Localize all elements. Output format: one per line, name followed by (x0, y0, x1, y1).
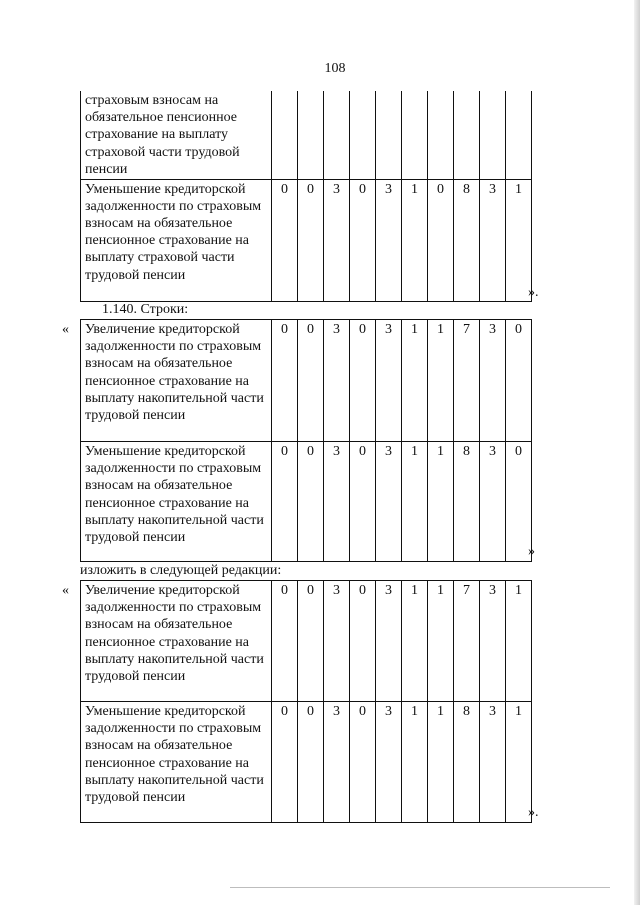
code-digit: 1 (402, 320, 428, 442)
code-digit: 3 (376, 581, 402, 702)
row-label: страховым взносам на обязательное пенсионное страхование на выплату страховой части трудовой пенсии (81, 91, 272, 179)
code-digit: 0 (272, 442, 298, 562)
code-digit: 0 (272, 320, 298, 442)
code-digit (350, 91, 376, 179)
code-digit: 0 (298, 702, 324, 823)
code-digit: 1 (428, 702, 454, 823)
code-digit: 3 (324, 581, 350, 702)
code-digit: 8 (454, 702, 480, 823)
code-digit: 7 (454, 320, 480, 442)
code-digit (376, 91, 402, 179)
code-digit (324, 91, 350, 179)
code-digit: 3 (324, 442, 350, 562)
code-digit: 0 (506, 320, 532, 442)
code-digit: 3 (376, 179, 402, 301)
code-digit: 8 (454, 179, 480, 301)
closing-quote: ». (528, 285, 539, 300)
code-digit: 0 (350, 702, 376, 823)
code-digit: 1 (428, 581, 454, 702)
closing-quote: » (528, 544, 535, 559)
code-digit: 3 (376, 442, 402, 562)
code-digit: 7 (454, 581, 480, 702)
code-digit (428, 91, 454, 179)
code-digit: 0 (298, 179, 324, 301)
table-row (81, 320, 532, 442)
code-digit: 1 (402, 179, 428, 301)
code-digit: 1 (506, 702, 532, 823)
table-row (81, 581, 532, 702)
code-digit: 3 (480, 442, 506, 562)
code-digit (454, 91, 480, 179)
code-digit (272, 91, 298, 179)
code-digit: 0 (298, 320, 324, 442)
code-digit: 1 (428, 442, 454, 562)
code-digit: 0 (272, 581, 298, 702)
code-digit: 8 (454, 442, 480, 562)
code-digit: 3 (376, 702, 402, 823)
code-digit: 0 (428, 179, 454, 301)
scan-bottom-line (230, 887, 610, 888)
row-label: Увеличение кредиторской задолженности по страховым взносам на обязательное пенсионное страхование на выплату накопительной части трудовой пенсии (81, 320, 272, 442)
code-digit: 3 (324, 320, 350, 442)
table-row (81, 179, 532, 301)
opening-quote: « (62, 583, 69, 598)
code-digit: 1 (402, 581, 428, 702)
row-label: Уменьшение кредиторской задолженности по страховым взносам на обязательное пенсионное страхование на выплату накопительной части трудовой пенсии (81, 702, 272, 823)
code-digit: 3 (480, 320, 506, 442)
table-row (81, 442, 532, 562)
code-digit: 0 (272, 702, 298, 823)
code-digit: 3 (376, 320, 402, 442)
closing-quote: ». (528, 805, 539, 820)
code-digit: 1 (506, 581, 532, 702)
opening-quote: « (62, 322, 69, 337)
code-digit (506, 91, 532, 179)
section-heading: 1.140. Строки: (102, 302, 189, 317)
table-row (81, 702, 532, 823)
code-digit (298, 91, 324, 179)
code-digit: 1 (506, 179, 532, 301)
code-digit: 0 (506, 442, 532, 562)
row-label: Увеличение кредиторской задолженности по страховым взносам на обязательное пенсионное страхование на выплату накопительной части трудовой пенсии (81, 581, 272, 702)
code-digit (402, 91, 428, 179)
code-digit: 1 (402, 702, 428, 823)
code-digit: 3 (324, 702, 350, 823)
redaction-text: изложить в следующей редакции: (80, 563, 282, 578)
code-digit: 3 (324, 179, 350, 301)
code-digit: 3 (480, 702, 506, 823)
table-row (81, 91, 532, 179)
budget-table-2 (80, 319, 532, 562)
row-label: Уменьшение кредиторской задолженности по страховым взносам на обязательное пенсионное страхование на выплату страховой части трудовой пенсии (81, 179, 272, 301)
code-digit: 1 (402, 442, 428, 562)
code-digit: 3 (480, 581, 506, 702)
code-digit (480, 91, 506, 179)
code-digit: 0 (350, 581, 376, 702)
row-label: Уменьшение кредиторской задолженности по страховым взносам на обязательное пенсионное страхование на выплату накопительной части трудовой пенсии (81, 442, 272, 562)
scan-edge-shadow (634, 0, 640, 905)
code-digit: 0 (272, 179, 298, 301)
budget-table-1 (80, 91, 532, 302)
page-number: 108 (324, 61, 346, 76)
code-digit: 0 (350, 442, 376, 562)
code-digit: 3 (480, 179, 506, 301)
code-digit: 0 (350, 320, 376, 442)
code-digit: 0 (350, 179, 376, 301)
code-digit: 0 (298, 581, 324, 702)
code-digit: 0 (298, 442, 324, 562)
code-digit: 1 (428, 320, 454, 442)
budget-table-3 (80, 580, 532, 823)
